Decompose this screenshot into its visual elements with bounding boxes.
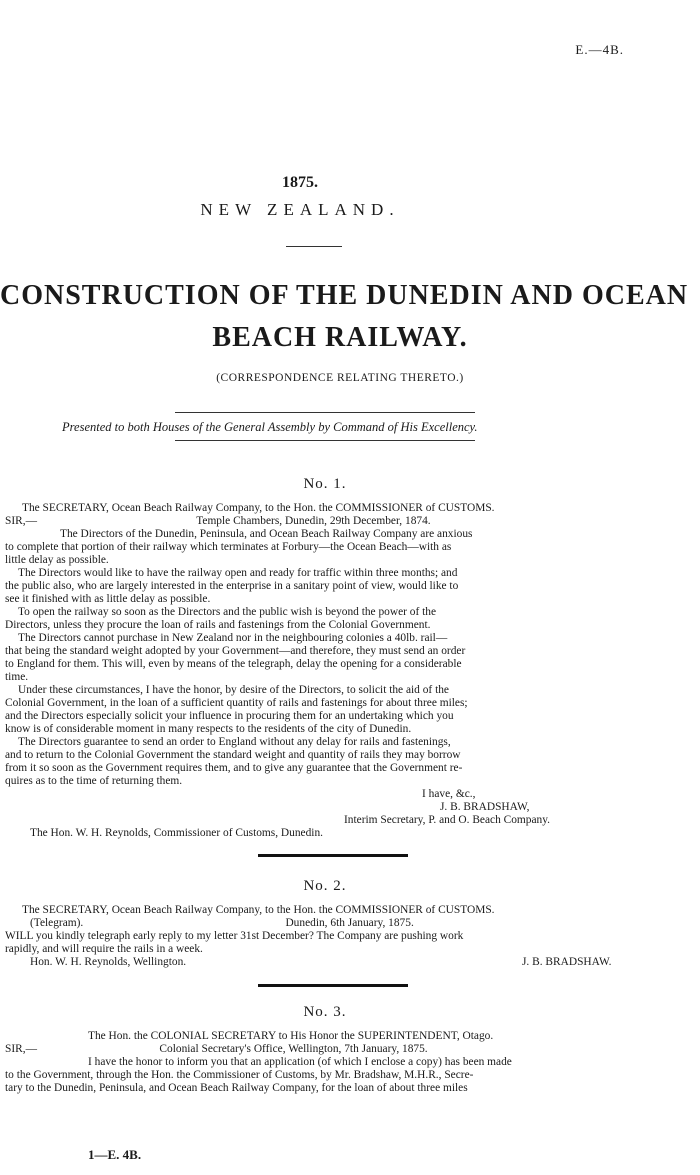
letter-line: Directors, unless they procure the loan of rails and fastenings from the Colonial Government. (5, 619, 431, 631)
letter-line: The Directors cannot purchase in New Zealand nor in the neighbouring colonies a 40lb. rail— (18, 632, 448, 644)
letter-line: to the Government, through the Hon. the Commissioner of Customs, by Mr. Bradshaw, M.H.R., Secre- (5, 1069, 474, 1081)
document-title-line1: CONSTRUCTION OF THE DUNEDIN AND OCEAN (0, 280, 689, 311)
letter-line: (Telegram). Dunedin, 6th January, 1875. (30, 917, 414, 929)
letter-line: SIR,— Temple Chambers, Dunedin, 29th December, 1874. (5, 515, 431, 527)
letter-line: rapidly, and will require the rails in a week. (5, 943, 203, 955)
section-heading-no2: No. 2. (303, 878, 347, 894)
letter-line: I have the honor to inform you that an application (of which I enclose a copy) has been made (88, 1056, 512, 1068)
letter-line: and the Directors especially solicit your influence in procuring them for an undertaking which you (5, 710, 454, 722)
section-divider (258, 854, 408, 857)
letter-line: from it so soon as the Government requires them, and to give any guarantee that the Government re- (5, 762, 463, 774)
letter-line: that being the standard weight adopted by your Government—and therefore, they must send an order (5, 645, 466, 657)
letter-line: The Directors would like to have the railway open and ready for traffic within three months; and (18, 567, 458, 579)
letter-line: know is of considerable moment in many respects to the residents of the city of Dunedin. (5, 723, 412, 735)
letter-line: to England for them. This will, even by means of the telegraph, delay the opening for a considerable (5, 658, 462, 670)
letter-line: the public also, who are largely interested in the enterprise in a sanitary point of view, would like to (5, 580, 459, 592)
short-divider (286, 246, 342, 247)
year-heading: 1875. (282, 174, 318, 191)
letter-addressee: Hon. W. H. Reynolds, Wellington. (30, 956, 187, 968)
document-subtitle: (CORRESPONDENCE RELATING THERETO.) (216, 372, 464, 384)
letter-line: Colonial Government, in the loan of a sufficient quantity of rails and fastenings for about three miles; (5, 697, 468, 709)
letter-line: The Directors guarantee to send an order to England without any delay for rails and fastenings, (18, 736, 451, 748)
page-signature-mark: 1—E. 4B. (88, 1147, 142, 1162)
letter-line: The Hon. the COLONIAL SECRETARY to His Honor the SUPERINTENDENT, Otago. (88, 1030, 494, 1042)
presented-bottom-rule (175, 440, 475, 441)
letter-signature: J. B. BRADSHAW. (522, 956, 612, 968)
letter-line: time. (5, 671, 29, 683)
document-title-line2: BEACH RAILWAY. (212, 322, 468, 353)
letter-line: The SECRETARY, Ocean Beach Railway Company, to the Hon. the COMMISSIONER of CUSTOMS. (22, 502, 495, 514)
letter-line: tary to the Dunedin, Peninsula, and Ocean Beach Railway Company, for the loan of about three miles (5, 1082, 468, 1094)
letter-closing: I have, &c., (422, 788, 476, 800)
letter-line: little delay as possible. (5, 554, 109, 566)
presented-statement: Presented to both Houses of the General Assembly by Command of His Excellency. (62, 420, 478, 434)
section-heading-no3: No. 3. (303, 1004, 347, 1020)
page-reference: E.—4B. (575, 42, 624, 57)
letter-signature-title: Interim Secretary, P. and O. Beach Company. (344, 814, 551, 826)
letter-line: The Directors of the Dunedin, Peninsula, and Ocean Beach Railway Company are anxious (60, 528, 473, 540)
letter-line: to complete that portion of their railway which terminates at Forbury—the Ocean Beach—with as (5, 541, 452, 553)
letter-line: Under these circumstances, I have the honor, by desire of the Directors, to solicit the aid of the (18, 684, 449, 696)
section-heading-no1: No. 1. (303, 476, 347, 492)
letter-signature: J. B. BRADSHAW, (440, 801, 530, 813)
letter-line: SIR,— Colonial Secretary's Office, Wellington, 7th January, 1875. (5, 1043, 428, 1055)
letter-line: quires as to the time of returning them. (5, 775, 183, 787)
letter-line: To open the railway so soon as the Directors and the public wish is beyond the power of the (18, 606, 437, 618)
section-divider (258, 984, 408, 987)
letter-line: see it finished with as little delay as possible. (5, 593, 211, 605)
letter-addressee: The Hon. W. H. Reynolds, Commissioner of Customs, Dunedin. (30, 827, 323, 839)
letter-line: WILL you kindly telegraph early reply to my letter 31st December? The Company are pushing work (5, 930, 464, 942)
letter-line: and to return to the Colonial Government the standard weight and quantity of rails they may borrow (5, 749, 461, 761)
presented-top-rule (175, 412, 475, 413)
country-heading: NEW ZEALAND. (200, 200, 400, 219)
letter-line: The SECRETARY, Ocean Beach Railway Company, to the Hon. the COMMISSIONER of CUSTOMS. (22, 904, 495, 916)
